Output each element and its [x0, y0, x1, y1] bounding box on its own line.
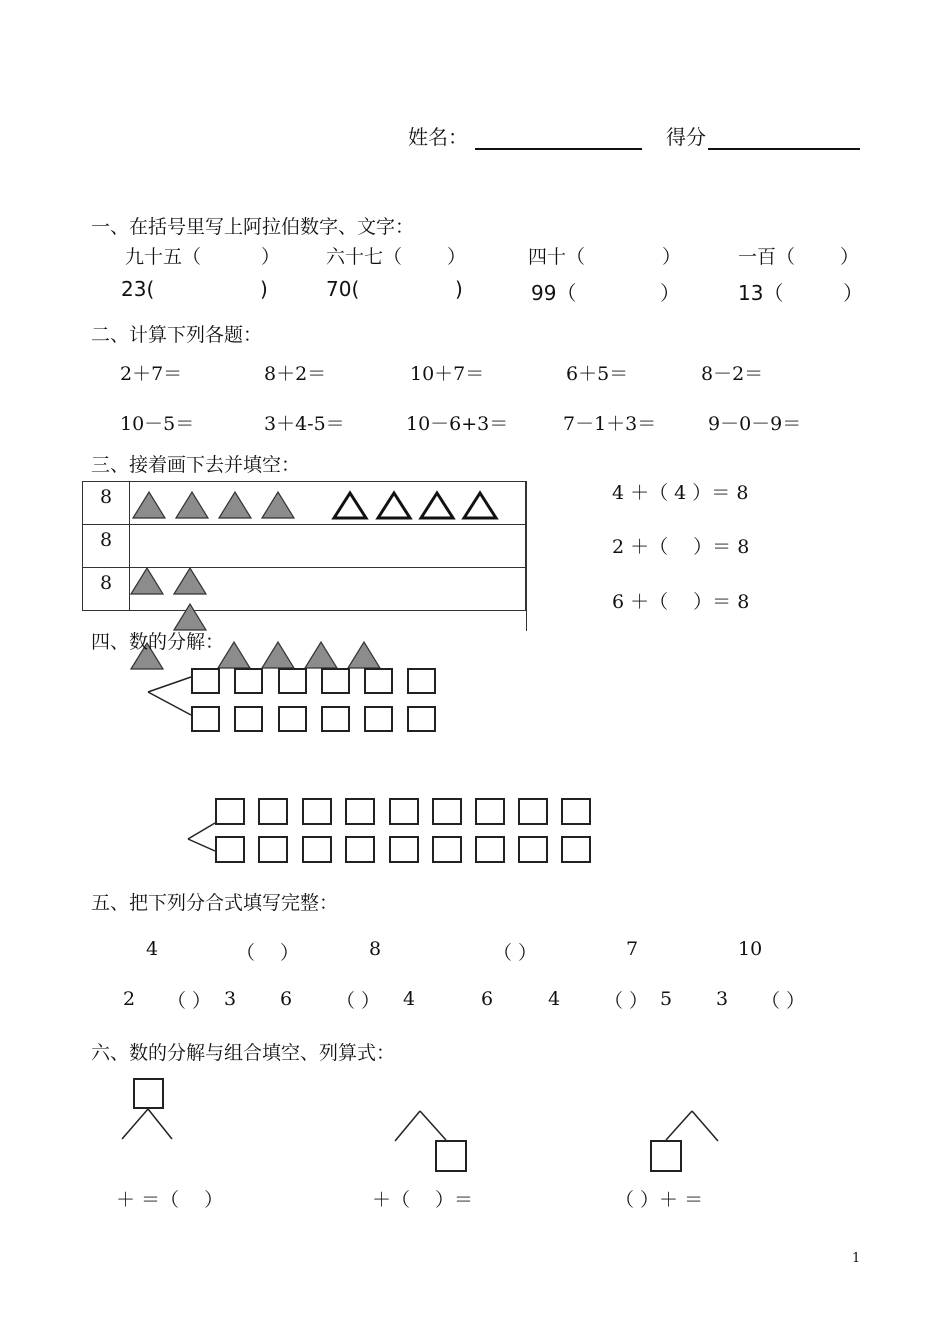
s1-r2-q1-close: ) — [260, 277, 268, 301]
s6-equation: ＋（ ）＝ — [372, 1189, 474, 1211]
s2-r2-item: 3＋4-5＝ — [264, 413, 345, 435]
s5-top-value: 8 — [369, 938, 382, 960]
section5-title: 五、把下列分合式填写完整： — [91, 892, 339, 914]
s5-bottom-value: 3 — [716, 988, 729, 1010]
row-number: 8 — [83, 525, 130, 568]
s5-top-value: 7 — [626, 938, 639, 960]
s1-r2-q3-open: 99（ — [531, 281, 577, 305]
s1-r2-q2-close: ) — [455, 277, 463, 301]
s1-r2-q4-open: 13（ — [738, 281, 784, 305]
section4-title: 四、数的分解： — [91, 631, 225, 653]
s5-bottom-blank: （ ） — [167, 990, 212, 1012]
name-label: 姓名： — [408, 125, 468, 149]
s5-bottom-value: 6 — [481, 988, 494, 1010]
s5-bottom-blank: （ ） — [761, 990, 806, 1012]
s2-r1-item: 6＋5＝ — [566, 363, 629, 385]
s1-r1-q3-close: ） — [662, 246, 682, 268]
s5-bottom-value: 5 — [660, 988, 673, 1010]
row-number: 8 — [83, 482, 130, 525]
s6-equation: ＋ ＝（ ） — [116, 1189, 224, 1211]
s1-r1-q4-open: 一百（ — [738, 246, 796, 268]
s1-r2-q1-open: 23( — [121, 277, 155, 301]
s3-equation: 6 ＋（ ）＝ 8 — [612, 591, 750, 613]
s1-r1-q2-open: 六十七（ — [326, 246, 403, 268]
s1-r1-q4-close: ） — [840, 246, 860, 268]
s2-r1-item: 2＋7＝ — [120, 363, 183, 385]
s1-r1-q1-open: 九十五（ — [125, 246, 202, 268]
s5-top-value: 4 — [146, 938, 159, 960]
s2-r2-item: 9－0－9＝ — [708, 413, 802, 435]
s1-r2-q4-close: ） — [843, 281, 863, 305]
s2-r2-item: 7－1＋3＝ — [563, 413, 657, 435]
score-label: 得分 — [666, 125, 706, 149]
s5-bottom-value: 4 — [403, 988, 416, 1010]
page-number: 1 — [852, 1251, 861, 1266]
s1-r1-q1-close: ） — [261, 246, 281, 268]
s2-r2-item: 10－6+3＝ — [406, 413, 509, 435]
section1-title: 一、在括号里写上阿拉伯数字、文字： — [91, 216, 415, 238]
s5-bottom-blank: （ ） — [604, 990, 649, 1012]
s2-r1-item: 8－2＝ — [701, 363, 764, 385]
s5-bottom-blank: （ ） — [336, 990, 381, 1012]
s2-r1-item: 8＋2＝ — [264, 363, 327, 385]
s1-r2-q3-close: ） — [660, 281, 680, 305]
s6-equation: （ ）＋ ＝ — [615, 1189, 704, 1211]
s5-bottom-value: 3 — [224, 988, 237, 1010]
s1-r1-q3-open: 四十（ — [528, 246, 586, 268]
s3-equation: 4 ＋（ 4 ）＝ 8 — [612, 482, 749, 504]
s1-r1-q2-close: ） — [447, 246, 467, 268]
s5-top-blank: （ ） — [493, 942, 538, 964]
s2-r1-item: 10＋7＝ — [410, 363, 485, 385]
s5-top-value: 10 — [738, 938, 763, 960]
section3-title: 三、接着画下去并填空： — [91, 454, 301, 476]
s5-bottom-value: 6 — [280, 988, 293, 1010]
section6-title: 六、数的分解与组合填空、列算式： — [91, 1042, 396, 1064]
s5-bottom-value: 4 — [548, 988, 561, 1010]
section2-title: 二、计算下列各题： — [91, 324, 263, 346]
s5-top-blank: （ ） — [236, 942, 300, 964]
row-number: 8 — [83, 568, 130, 611]
s1-r2-q2-open: 70( — [326, 277, 360, 301]
s2-r2-item: 10－5＝ — [120, 413, 195, 435]
s5-bottom-value: 2 — [123, 988, 136, 1010]
s3-equation: 2 ＋（ ）＝ 8 — [612, 536, 750, 558]
